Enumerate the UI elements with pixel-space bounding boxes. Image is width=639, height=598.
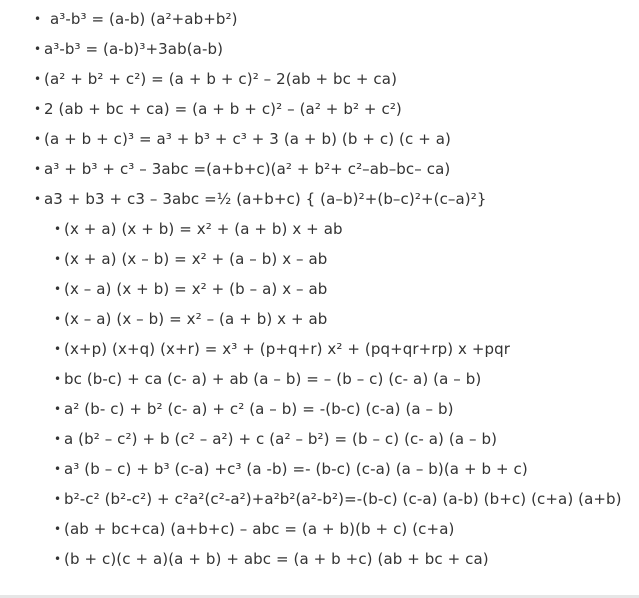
bullet-icon: • bbox=[34, 132, 42, 146]
bullet-icon: • bbox=[54, 402, 62, 416]
bullet-icon: • bbox=[34, 102, 42, 116]
formula-text: a3 + b3 + c3 – 3abc =½ (a+b+c) { (a–b)²+(b–c)²+(c–a)²} bbox=[44, 190, 487, 208]
bullet-icon: • bbox=[54, 492, 62, 506]
sub-list-item bbox=[0, 454, 639, 484]
bullet-icon: • bbox=[54, 522, 62, 536]
formula-text: a² (b- c) + b² (c- a) + c² (a – b) = -(b-c) (c-a) (a – b) bbox=[64, 400, 454, 418]
formula-text: a³-b³ = (a-b) (a²+ab+b²) bbox=[50, 10, 238, 28]
formula-text: 2 (ab + bc + ca) = (a + b + c)² – (a² + b² + c²) bbox=[44, 100, 402, 118]
formula-text: (b + c)(c + a)(a + b) + abc = (a + b +c) (ab + bc + ca) bbox=[64, 550, 489, 568]
bullet-icon: • bbox=[54, 462, 62, 476]
formula-text: a³ (b – c) + b³ (c-a) +c³ (a -b) =- (b-c) (c-a) (a – b)(a + b + c) bbox=[64, 460, 528, 478]
bullet-icon: • bbox=[54, 282, 62, 296]
formula-text: (x + a) (x + b) = x² + (a + b) x + ab bbox=[64, 220, 343, 238]
bullet-icon: • bbox=[54, 372, 62, 386]
formula-text: (x – a) (x + b) = x² + (b – a) x – ab bbox=[64, 280, 328, 298]
formula-text: a³ + b³ + c³ – 3abc =(a+b+c)(a² + b²+ c²–ab–bc– ca) bbox=[44, 160, 451, 178]
sub-list-item bbox=[0, 544, 639, 574]
list-item bbox=[0, 94, 639, 124]
list-item bbox=[0, 4, 639, 34]
bullet-icon: • bbox=[34, 72, 42, 86]
bullet-icon: • bbox=[54, 342, 62, 356]
formula-text: (x + a) (x – b) = x² + (a – b) x – ab bbox=[64, 250, 328, 268]
sub-list-item bbox=[0, 484, 639, 514]
sub-list-item bbox=[0, 274, 639, 304]
formula-text: a³-b³ = (a-b)³+3ab(a-b) bbox=[44, 40, 224, 58]
list-item bbox=[0, 154, 639, 184]
sub-list-item bbox=[0, 244, 639, 274]
bullet-icon: • bbox=[34, 12, 42, 26]
bullet-icon: • bbox=[34, 192, 42, 206]
sub-list-item bbox=[0, 424, 639, 454]
bullet-icon: • bbox=[54, 252, 62, 266]
formula-text: (a + b + c)³ = a³ + b³ + c³ + 3 (a + b) (b + c) (c + a) bbox=[44, 130, 451, 148]
sub-list-item bbox=[0, 334, 639, 364]
bullet-icon: • bbox=[54, 432, 62, 446]
bullet-icon: • bbox=[54, 312, 62, 326]
bullet-icon: • bbox=[34, 42, 42, 56]
list-item bbox=[0, 184, 639, 214]
formula-text: a (b² – c²) + b (c² – a²) + c (a² – b²) = (b – c) (c- a) (a – b) bbox=[64, 430, 498, 448]
formula-text: (x – a) (x – b) = x² – (a + b) x + ab bbox=[64, 310, 328, 328]
sub-list-item bbox=[0, 394, 639, 424]
bullet-icon: • bbox=[54, 552, 62, 566]
formula-list bbox=[0, 4, 639, 574]
sub-list-item bbox=[0, 364, 639, 394]
formula-text: (x+p) (x+q) (x+r) = x³ + (p+q+r) x² + (pq+qr+rp) x +pqr bbox=[64, 340, 511, 358]
list-item bbox=[0, 64, 639, 94]
sub-list-item bbox=[0, 214, 639, 244]
formula-text: (a² + b² + c²) = (a + b + c)² – 2(ab + bc + ca) bbox=[44, 70, 398, 88]
sub-list-item bbox=[0, 304, 639, 334]
list-item bbox=[0, 124, 639, 154]
bullet-icon: • bbox=[34, 162, 42, 176]
formula-text: bc (b-c) + ca (c- a) + ab (a – b) = – (b – c) (c- a) (a – b) bbox=[64, 370, 482, 388]
bullet-icon: • bbox=[54, 222, 62, 236]
formula-text: (ab + bc+ca) (a+b+c) – abc = (a + b)(b + c) (c+a) bbox=[64, 520, 455, 538]
sub-list-item bbox=[0, 514, 639, 544]
list-item bbox=[0, 34, 639, 64]
formula-text: b²-c² (b²-c²) + c²a²(c²-a²)+a²b²(a²-b²)=-(b-c) (c-a) (a-b) (b+c) (c+a) (a+b) bbox=[64, 490, 622, 508]
